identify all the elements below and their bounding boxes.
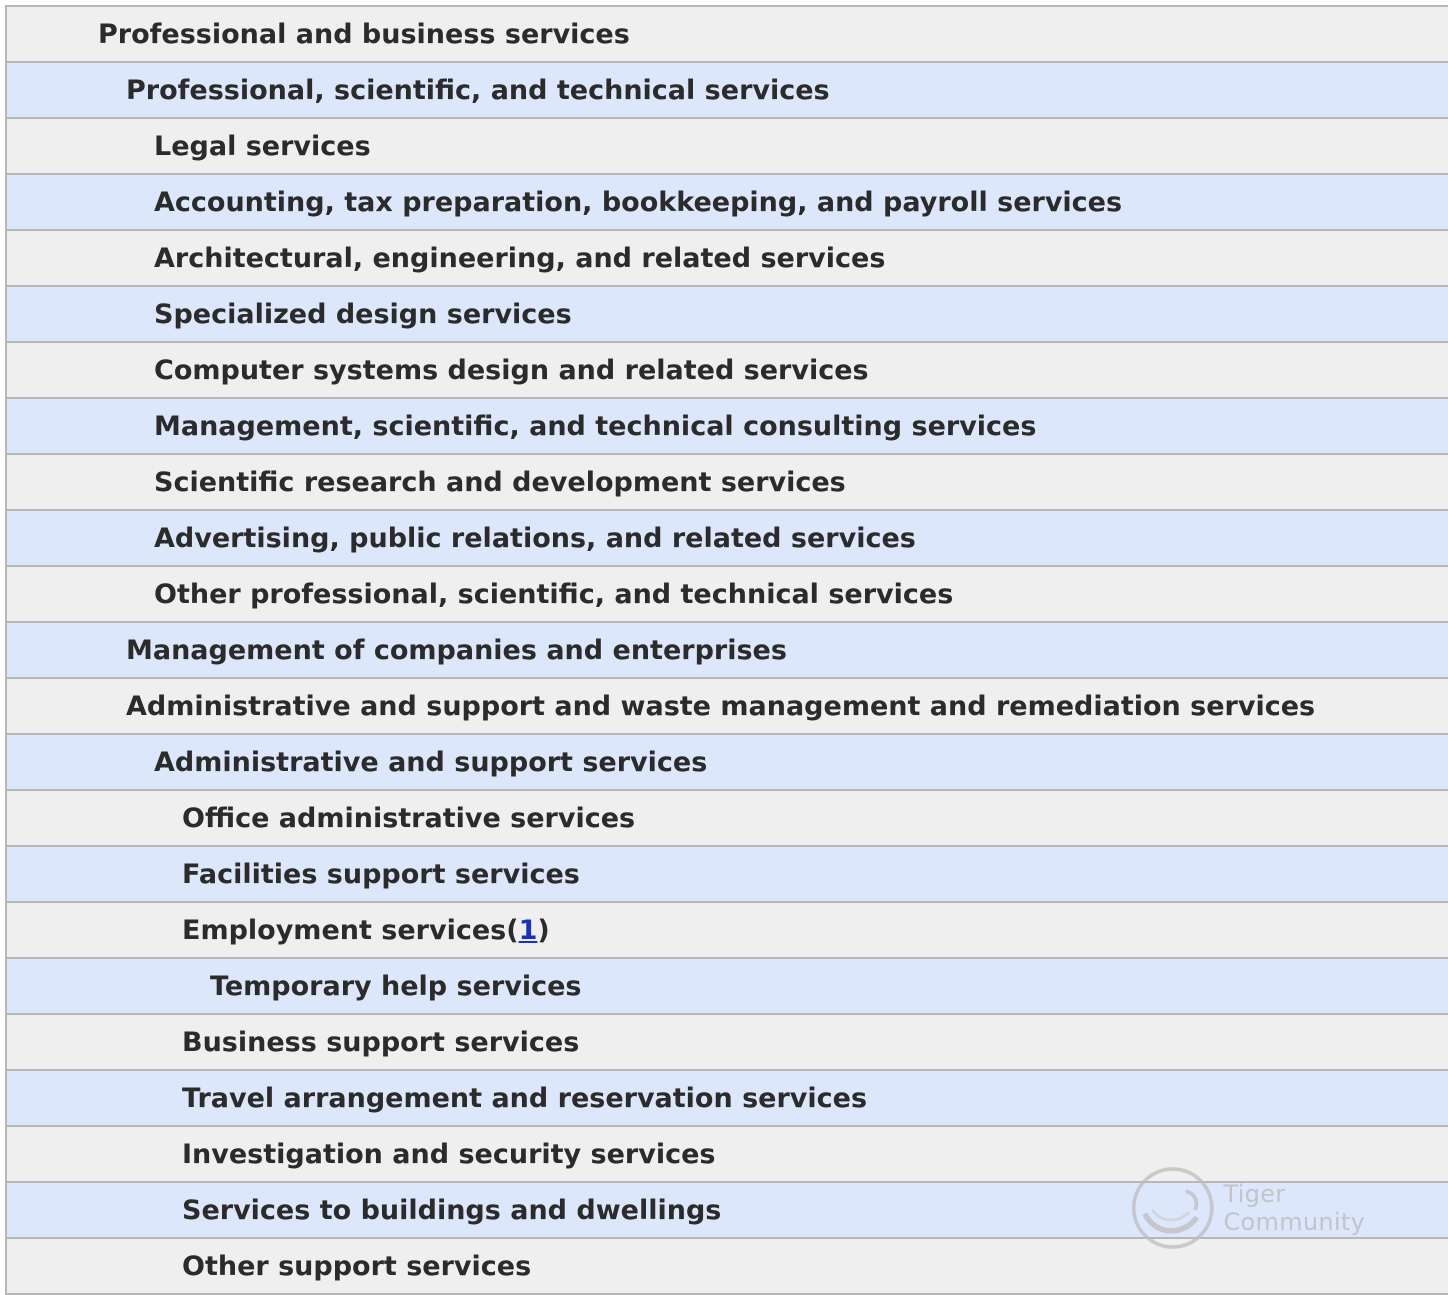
row-label [154, 579, 953, 610]
table-row [7, 119, 1448, 175]
row-label-text: Administrative and support services [154, 746, 708, 778]
table-row [7, 455, 1448, 511]
row-label-text: Services to buildings and dwellings [182, 1194, 722, 1226]
row-label [182, 1251, 531, 1282]
row-label-text: Legal services [154, 130, 371, 162]
table-row [7, 231, 1448, 287]
row-label [154, 747, 707, 778]
row-label [154, 187, 1122, 218]
row-label [154, 411, 1036, 442]
row-label [182, 859, 580, 890]
table-row [7, 679, 1448, 735]
row-label [154, 523, 916, 554]
row-label-text: Specialized design services [154, 298, 572, 330]
row-label-text: Employment services [182, 914, 507, 946]
row-label [154, 299, 572, 330]
table-row [7, 175, 1448, 231]
table-body [7, 7, 1448, 1295]
row-label [182, 1139, 716, 1170]
row-label-text: Professional, scientific, and technical services [126, 74, 830, 106]
row-label [98, 19, 630, 50]
industry-table [5, 5, 1448, 1295]
row-label-text: Architectural, engineering, and related services [154, 242, 886, 274]
table-row [7, 567, 1448, 623]
row-label-text: Travel arrangement and reservation services [182, 1082, 868, 1114]
table-row [7, 959, 1448, 1015]
row-label [154, 467, 846, 498]
table-row [7, 623, 1448, 679]
row-label-text: Business support services [182, 1026, 580, 1058]
table-row [7, 1127, 1448, 1183]
row-label-text: Professional and business services [98, 18, 630, 50]
row-label [154, 355, 869, 386]
table-row [7, 847, 1448, 903]
table-row [7, 7, 1448, 63]
watermark-text: Tiger Community [1223, 1180, 1366, 1236]
table-row [7, 791, 1448, 847]
row-label-text: Management of companies and enterprises [126, 634, 787, 666]
row-label-text: Facilities support services [182, 858, 580, 890]
row-label-text: Computer systems design and related services [154, 354, 869, 386]
row-label [182, 1027, 579, 1058]
row-label-text: Other professional, scientific, and technical services [154, 578, 954, 610]
row-label-text: Temporary help services [210, 970, 582, 1002]
row-label-text: Scientific research and development services [154, 466, 846, 498]
footnote-link[interactable]: 1 [518, 914, 538, 946]
table-row [7, 511, 1448, 567]
table-row [7, 343, 1448, 399]
row-label-text: Management, scientific, and technical consulting services [154, 410, 1037, 442]
row-label-text: Advertising, public relations, and related services [154, 522, 916, 554]
table-row [7, 735, 1448, 791]
table-row [7, 399, 1448, 455]
row-label [126, 75, 830, 106]
row-label-text: Accounting, tax preparation, bookkeeping, and payroll services [154, 186, 1123, 218]
row-label-text: Investigation and security services [182, 1138, 716, 1170]
table-row [7, 1183, 1448, 1239]
row-label [210, 971, 581, 1002]
table-row [7, 287, 1448, 343]
table-row [7, 1015, 1448, 1071]
table-row [7, 903, 1448, 959]
row-label-text: Office administrative services [182, 802, 636, 834]
row-label-text: Other support services [182, 1250, 532, 1282]
row-label [182, 1195, 721, 1226]
row-label [126, 635, 787, 666]
row-label [182, 803, 635, 834]
row-label [154, 243, 885, 274]
row-label-text: Administrative and support and waste management and remediation services [126, 690, 1316, 722]
row-label: Employment services(1) [182, 914, 550, 946]
table-row [7, 1239, 1448, 1295]
row-label [154, 131, 371, 162]
row-label [182, 1083, 867, 1114]
table-row [7, 63, 1448, 119]
table-row [7, 1071, 1448, 1127]
row-label [126, 691, 1315, 722]
